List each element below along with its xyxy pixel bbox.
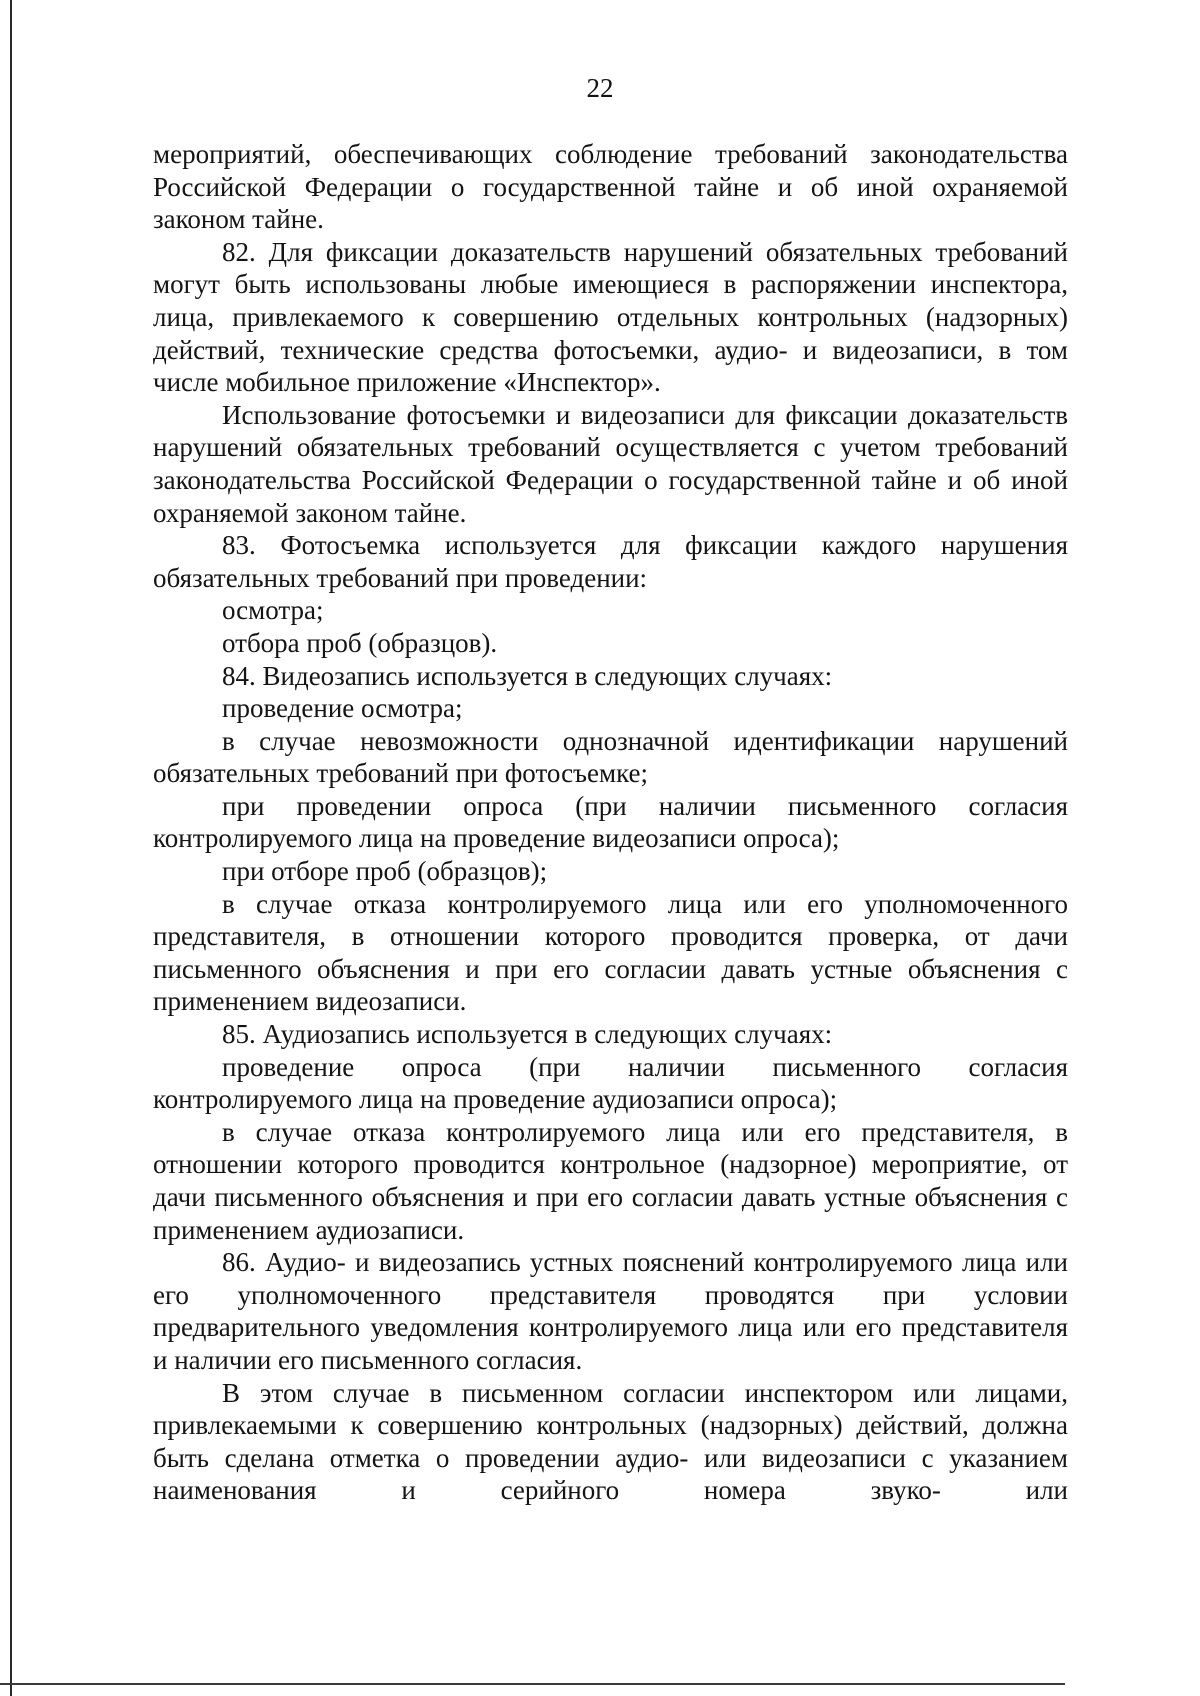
paragraph-86-consent-note: В этом случае в письменном согласии инспектором или лицами, привлекаемыми к совершению контрольных (надзорных) действий, должна быть сделана отметка о проведении аудио- или видеозаписи с указанием наименования и серийного номера звуко- или <box>153 1377 1068 1506</box>
list-item: при проведении опроса (при наличии письменного согласия контролируемого лица на проведение видеозаписи опроса); <box>153 790 1068 854</box>
paragraph-83: 83. Фотосъемка используется для фиксации каждого нарушения обязательных требований при проведении: <box>153 530 1068 593</box>
scan-edge-left <box>10 0 12 1696</box>
scan-edge-bottom <box>0 1683 1065 1685</box>
paragraph-continuation: мероприятий, обеспечивающих соблюдение требований законодательства Российской Федерации о государственной тайне и об иной охраняемой законом тайне. <box>153 139 1068 235</box>
page-number: 22 <box>586 73 614 103</box>
paragraph-86: 86. Аудио- и видеозапись устных пояснений контролируемого лица или его уполномоченного представителя проводятся при условии предварительного уведомления контролируемого лица или его представителя и наличии его письменного согласия. <box>153 1247 1068 1375</box>
list-item: осмотра; <box>222 595 324 626</box>
paragraph-85: 85. Аудиозапись используется в следующих случаях: <box>222 1019 833 1050</box>
document-body <box>153 138 1068 1507</box>
list-item: при отборе проб (образцов); <box>222 856 548 887</box>
list-item: проведение осмотра; <box>222 693 463 724</box>
paragraph-82-photo-video-usage: Использование фотосъемки и видеозаписи для фиксации доказательств нарушений обязательных требований осуществляется с учетом требований законодательства Российской Федерации о государственной тайне и об иной охраняемой законом тайне. <box>153 399 1068 528</box>
list-item: проведение опроса (при наличии письменного согласия контролируемого лица на проведение аудиозаписи опроса); <box>153 1051 1068 1115</box>
list-item: в случае отказа контролируемого лица или его уполномоченного представителя, в отношении которого проводится проверка, от дачи письменного объяснения и при его согласии давать устные объяснения с применением видеозаписи. <box>153 888 1068 1017</box>
list-item: отбора проб (образцов). <box>222 627 498 658</box>
list-item: в случае отказа контролируемого лица или его представителя, в отношении которого проводится контрольное (надзорное) мероприятие, от дачи письменного объяснения и при его согласии давать устные объяснения с применением аудиозаписи. <box>153 1116 1068 1245</box>
list-item: в случае невозможности однозначной идентификации нарушений обязательных требований при фотосъемке; <box>153 725 1068 789</box>
paragraph-82: 82. Для фиксации доказательств нарушений обязательных требований могут быть использованы любые имеющиеся в распоряжении инспектора, лица, привлекаемого к совершению отдельных контрольных (надзорных) действий, технические средства фотосъемки, аудио- и видеозаписи, в том числе мобильное приложение «Инспектор». <box>153 236 1068 398</box>
paragraph-84: 84. Видеозапись используется в следующих случаях: <box>222 660 833 691</box>
